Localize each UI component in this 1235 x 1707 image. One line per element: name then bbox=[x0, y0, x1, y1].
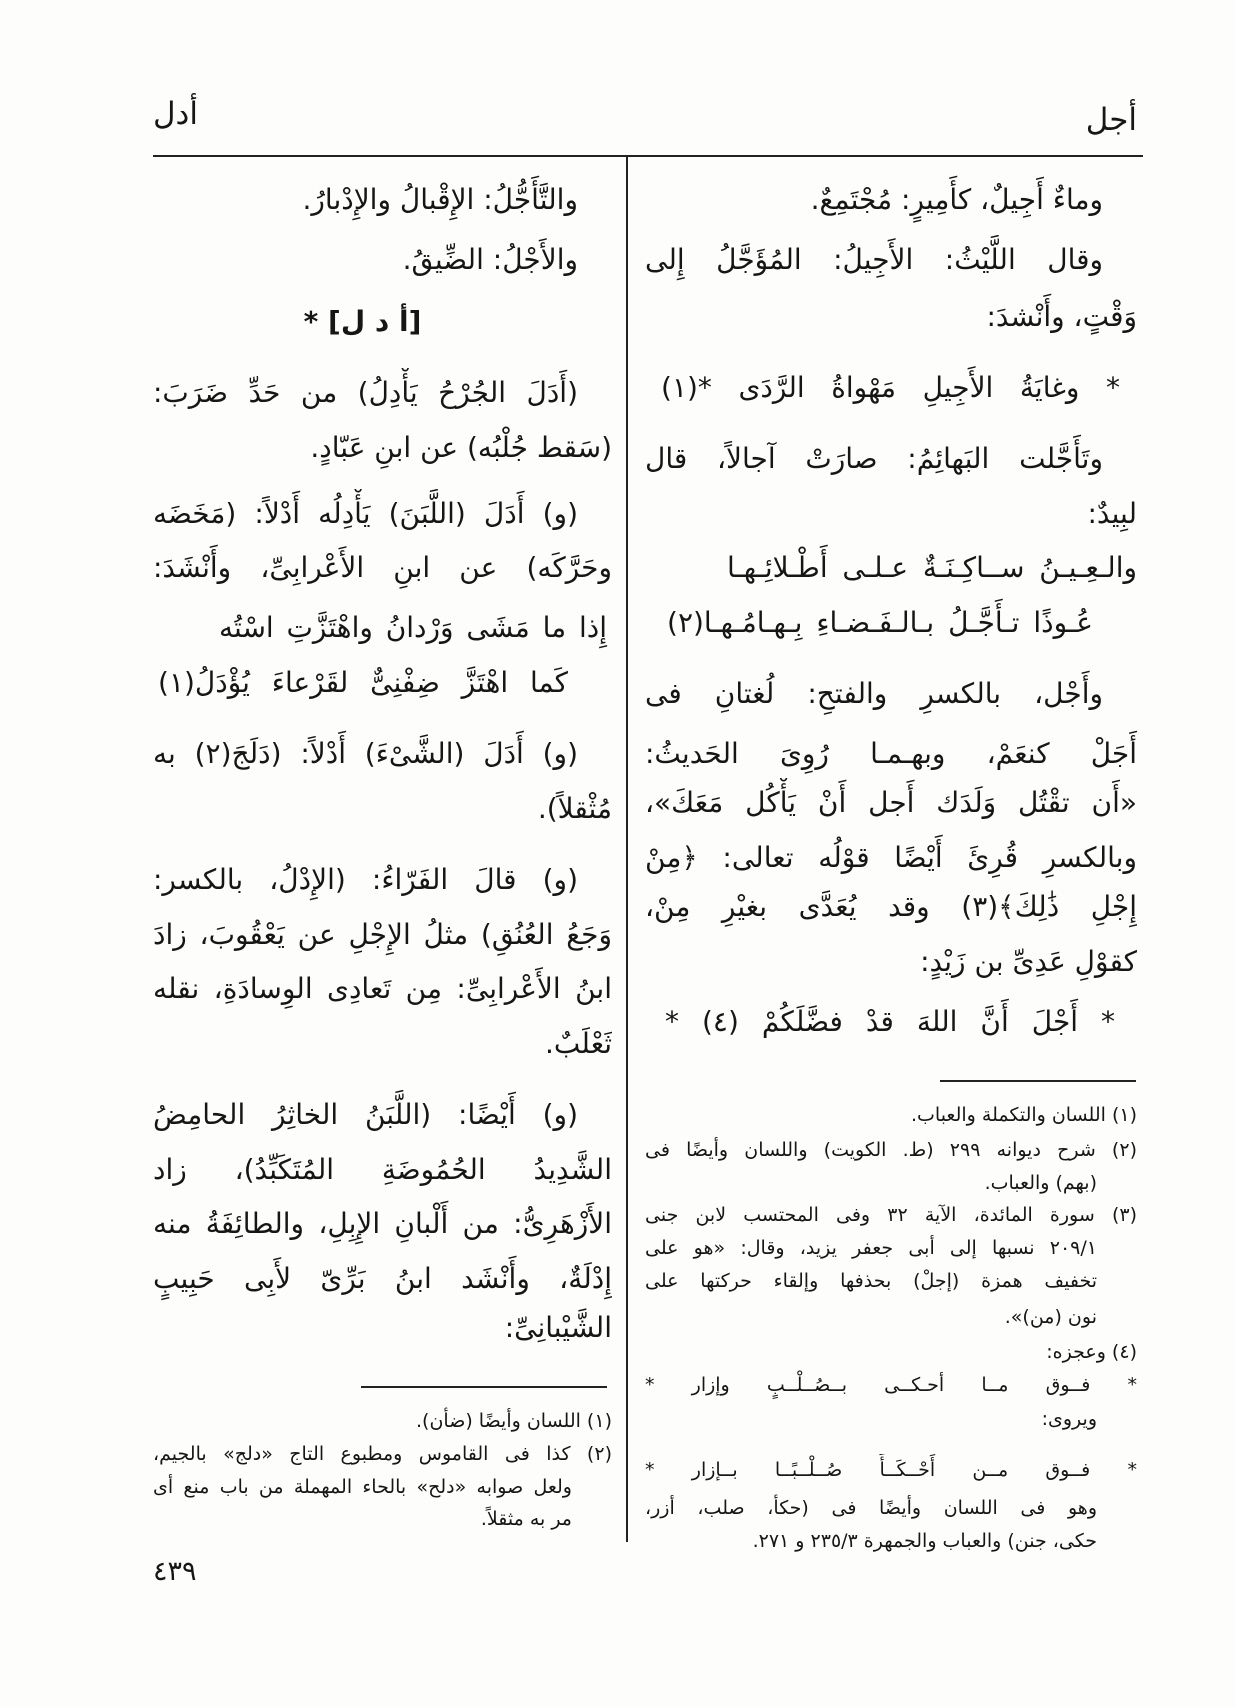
text-line: (سَقط جُلْبُه) عن ابنِ عَبّادٍ. bbox=[310, 431, 612, 464]
text-line: وماءٌ أَجِيلٌ، كأَمِيرٍ: مُجْتَمِعٌ. bbox=[810, 183, 1103, 216]
text-line: كقوْلِ عَدِىِّ بن زَيْدٍ: bbox=[920, 945, 1137, 978]
footnote-line: (١) اللسان وأيضًا (ضأن). bbox=[416, 1410, 612, 1432]
verse-line: والـعِـيـنُ ســاكِـنَـةٌ عـلـى أَطْـلائِـهـا bbox=[727, 551, 1137, 584]
footnote-line: (١) اللسان والتكملة والعباب. bbox=[910, 1104, 1137, 1126]
verse-line: * أَجْلَ أَنَّ اللهَ قدْ فضَّلَكُمْ (٤) * bbox=[665, 1005, 1115, 1038]
text-line: ابنُ الأَعْرابِىِّ: مِن تَعادِى الوِسادَةِ، نقله bbox=[153, 972, 612, 1005]
footnote-verse: * فــوق مــا أحـكــى بــصُــلْــبٍ وإزار * bbox=[645, 1374, 1137, 1396]
footnote-line: حكى، جنن) والعباب والجمهرة ٢٣٥/٣ و ٢٧١. bbox=[752, 1530, 1097, 1552]
footnote-line: (٢) كذا فى القاموس ومطبوع التاج «دلج» بالجيم، bbox=[153, 1443, 612, 1465]
text-line: الشَّدِيدُ الحُمُوضَةِ المُتَكَبِّدُ)، زاد bbox=[153, 1153, 612, 1186]
footnote-line: (٢) شرح ديوانه ٢٩٩ (ط. الكويت) واللسان وأيضًا فى bbox=[645, 1139, 1137, 1161]
text-line: (أَدَلَ الجُرْحُ يَأْدِلُ) من حَدِّ ضَرَبَ: bbox=[153, 376, 578, 409]
text-line: إِجْلِ ذَٰلِكَ﴾(٣) وقد يُعَدَّى بغيْرِ مِنْ، bbox=[645, 890, 1137, 923]
text-line: وَجَعُ العُنُقِ) مثلُ الإِجْلِ عن يَعْقُوبَ، زادَ bbox=[153, 918, 612, 951]
footnote-verse: * فــوق مــن أَحْــكَــأَ صُــلْــبًــا بــإزار * bbox=[645, 1459, 1137, 1481]
text-line: وقال اللَّيْثُ: الأَجِيلُ: المُؤَجَّلُ إِلى bbox=[645, 243, 1103, 276]
text-line: (و) أَيْضًا: (اللَّبَنُ الخاثِرُ الحامِضُ bbox=[153, 1098, 578, 1131]
text-line: وَقْتٍ، وأَنْشدَ: bbox=[986, 300, 1137, 333]
text-line: لبِيدٌ: bbox=[1087, 497, 1137, 530]
text-line: (و) أَدَلَ (الشَّىْءَ) أَدْلاً: (دَلَجَ(٢) به bbox=[153, 737, 578, 770]
text-line: (و) أَدَلَ (اللَّبَنَ) يَأْدِلُه أَدْلاً: (مَخَضَه bbox=[153, 497, 578, 530]
text-line: (و) قالَ الفَرّاءُ: (الإِدْلُ، بالكسر: bbox=[153, 863, 578, 896]
footnote-line: (٣) سورة المائدة، الآية ٣٢ وفى المحتسب لابن جنى bbox=[645, 1204, 1137, 1226]
footnote-line: تخفيف همزة (إجلْ) بحذفها وإلقاء حركتها على bbox=[645, 1270, 1097, 1292]
text-line: مُثْقلاً). bbox=[537, 792, 612, 825]
verse-line: * وغايَةُ الأَجِيلِ مَهْواةُ الرَّدَى *(١) bbox=[661, 371, 1120, 404]
footnote-line: ولعل صوابه «دلح» بالحاء المهملة من باب منع أى bbox=[153, 1476, 572, 1498]
verse-line: إِذا ما مَشَى وَرْدانُ واهْتَزَّتِ اسْتُه bbox=[219, 611, 607, 644]
text-line: «أَن تقْتُل وَلَدَك أَجل أَنْ يَأْكُل مَعَكَ»، bbox=[645, 786, 1137, 819]
footnote-line: (بهم) والعباب. bbox=[984, 1172, 1097, 1194]
text-line: وحَرَّكَه) عن ابنِ الأَعْرابِىِّ، وأَنْشَدَ: bbox=[153, 551, 612, 584]
right-column bbox=[645, 0, 1137, 1707]
entry-heading: [أ د ل] * bbox=[303, 305, 422, 338]
running-head-left: أدل bbox=[153, 96, 198, 132]
column-divider bbox=[626, 156, 628, 1542]
text-line: وأَجْل، بالكسرِ والفتحِ: لُغتانِ فى bbox=[645, 677, 1103, 710]
text-line: إِدْلَةٌ، وأَنْشَد ابنُ بَرِّىّ لأَبِى حَبِيبٍ bbox=[153, 1262, 612, 1295]
text-line: والتَّأَجُّلُ: الإِقْبالُ والإِدْبارُ. bbox=[302, 183, 578, 216]
verse-line: عُـوذًا تـأَجَّـلُ بـالـفَـضـاءِ بِـهـامُـهـا(٢) bbox=[667, 606, 1093, 639]
footnote-line: مر به مثقلاً. bbox=[480, 1508, 572, 1530]
text-line: أَجَلْ كنعَمْ، وبهـمـا رُوِىَ الحَديثُ: bbox=[645, 737, 1137, 770]
text-line: ثَعْلَبٌ. bbox=[545, 1027, 612, 1060]
footnote-line: ٢٠٩/١ نسبها إلى أبى جعفر يزيد، وقال: «هو على bbox=[645, 1237, 1097, 1259]
text-line: وبالكسرِ قُرِئَ أَيْضًا قوْلُه تعالى: ﴿مِنْ bbox=[645, 841, 1137, 874]
running-head-right: أجل bbox=[1085, 102, 1137, 138]
text-line: والأَجْلُ: الضِّيقُ. bbox=[402, 243, 578, 276]
left-column bbox=[153, 0, 612, 1707]
page-number: ٤٣٩ bbox=[153, 1556, 197, 1587]
footnote-line: نون (من)». bbox=[1004, 1306, 1097, 1328]
footnote-line: وهو فى اللسان وأيضًا فى (حكأ، صلب، أزر، bbox=[645, 1497, 1097, 1519]
text-line: وتَأَجَّلت البَهائِمُ: صارَتْ آجالاً، قال bbox=[645, 442, 1103, 475]
footnote-line: ويروى: bbox=[1041, 1408, 1097, 1430]
footnote-line: (٤) وعجزه: bbox=[1046, 1341, 1137, 1363]
text-line: الأَزْهَرِىُّ: من أَلْبانِ الإِبِلِ، والطائِفَةُ منه bbox=[153, 1207, 612, 1240]
text-line: الشَّيْبانِىِّ: bbox=[504, 1311, 612, 1344]
verse-line: كَما اهْتَزَّ ضِفْنِىٌّ لقَرْعاءَ يُؤْدَلُ(١) bbox=[158, 666, 568, 699]
